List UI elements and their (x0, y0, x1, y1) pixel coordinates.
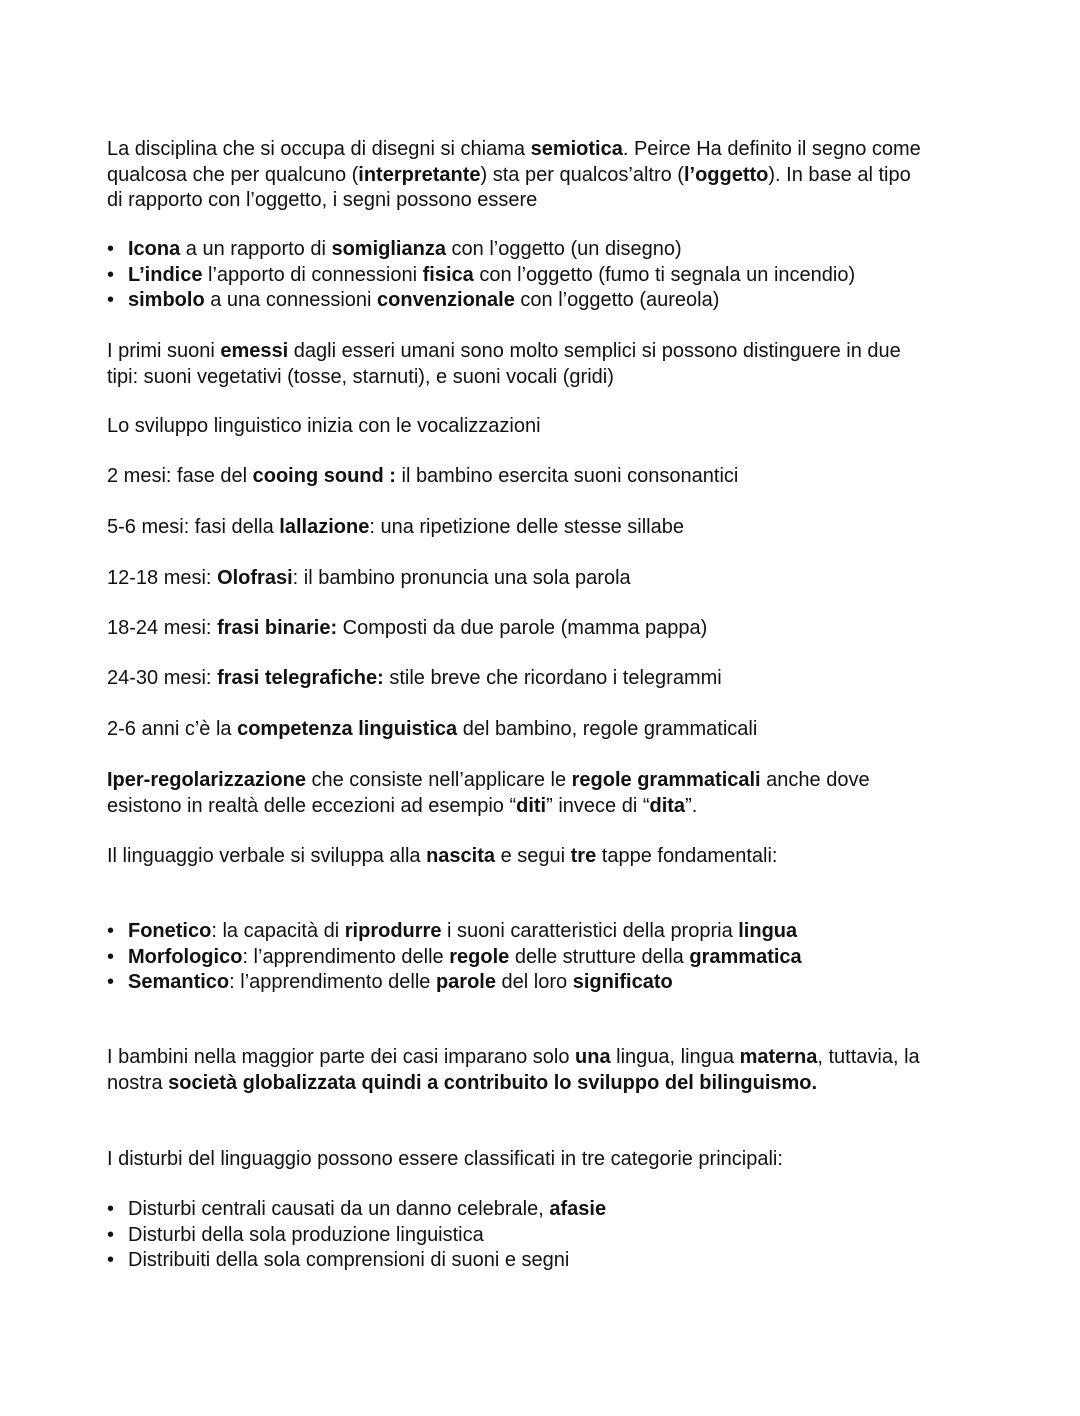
bold-text: convenzionale (377, 289, 515, 311)
text-run: I bambini nella maggior parte dei casi imparano solo (107, 1046, 576, 1068)
text-run: di rapporto con l’oggetto, i segni possono essere (107, 189, 538, 211)
text-run: La disciplina che si occupa di disegni si chiama (107, 138, 531, 160)
text-run: : l’apprendimento delle (229, 971, 436, 993)
text-run: , tuttavia, la (817, 1046, 920, 1068)
text-run: l’apporto di connessioni (202, 263, 423, 286)
text-line (107, 794, 987, 820)
bullet-icon: • (107, 238, 115, 260)
bold-text: emessi (220, 340, 289, 362)
text-line (107, 163, 987, 189)
text-run: 18-24 mesi: (107, 617, 218, 639)
first-sounds-paragraph (107, 339, 987, 390)
bold-text: lallazione (279, 516, 370, 538)
text-run: a una connessioni (204, 289, 378, 311)
bold-text: somiglianza (331, 238, 446, 260)
verbal-language-paragraph (107, 844, 987, 870)
bold-text: Iper-regolarizzazione (107, 769, 306, 791)
text-line (107, 768, 987, 794)
text-run: ”. (685, 794, 698, 817)
bold-text: frasi telegrafiche: (217, 667, 384, 689)
text-run: Il linguaggio verbale si sviluppa alla (107, 845, 427, 867)
text-run: anche dove (760, 769, 870, 791)
text-line (107, 464, 987, 490)
text-run: il bambino esercita suoni consonantici (395, 465, 739, 487)
bold-text: afasie (549, 1198, 607, 1220)
bold-text: interpretante (358, 163, 481, 186)
bold-text: significato (572, 971, 673, 993)
text-run: ) sta per qualcos’altro ( (480, 163, 684, 186)
disorders-intro-paragraph (107, 1147, 987, 1173)
text-run: che consiste nell’applicare le (305, 769, 572, 791)
bold-text: fisica (422, 263, 474, 286)
text-run: 24-30 mesi: (107, 667, 218, 689)
text-run: e segui (495, 845, 571, 867)
text-run: I disturbi del linguaggio possono essere classificati in tre categorie principali: (107, 1148, 783, 1170)
bullet-icon: • (107, 920, 115, 942)
bold-text: regole (449, 945, 510, 968)
bullet-icon: • (107, 945, 115, 968)
text-run: con l’oggetto (aureola) (514, 289, 720, 311)
sign-type-item (107, 288, 987, 314)
language-stage-item (107, 945, 987, 971)
bullet-icon: • (107, 289, 115, 311)
disorders-list (107, 1197, 987, 1274)
text-run: a un rapporto di (180, 238, 332, 260)
text-run: : una ripetizione delle stesse sillabe (369, 516, 684, 538)
sign-type-item (107, 237, 987, 263)
bold-text: Morfologico (128, 945, 243, 968)
text-line (107, 188, 987, 214)
bold-text: nascita (426, 845, 496, 867)
bold-text: una (575, 1046, 611, 1068)
text-run: stile breve che ricordano i telegrammi (383, 667, 722, 689)
bold-text: L’indice (128, 263, 203, 286)
stage-18-24-months (107, 616, 987, 642)
bold-text: competenza linguistica (237, 718, 458, 740)
disorder-item (107, 1223, 987, 1249)
text-run: Distribuiti della sola comprensioni di suoni e segni (128, 1249, 570, 1271)
bilingualism-paragraph (107, 1045, 987, 1096)
stage-24-30-months (107, 666, 987, 692)
language-stages-list (107, 919, 987, 996)
text-run: ). In base al tipo (768, 163, 911, 186)
text-run: Disturbi della sola produzione linguistica (128, 1223, 484, 1246)
sign-type-item (107, 263, 987, 289)
bold-text: materna (739, 1046, 818, 1068)
disorder-item (107, 1248, 987, 1274)
text-run: I primi suoni (107, 340, 221, 362)
text-run: 5-6 mesi: fasi della (107, 516, 280, 538)
text-line (107, 365, 987, 391)
text-run: ” invece di “ (546, 794, 650, 817)
text-line (107, 1045, 987, 1071)
bold-text: simbolo (128, 289, 205, 311)
stage-12-18-months (107, 566, 987, 592)
bullet-icon: • (107, 1223, 115, 1246)
text-run: delle strutture della (509, 945, 690, 968)
text-run: dagli esseri umani sono molto semplici si possono distinguere in due (288, 340, 901, 362)
bold-text: frasi binarie: (217, 617, 338, 639)
bold-text: riprodurre (344, 920, 442, 942)
text-run: 2 mesi: fase del (107, 465, 253, 487)
text-line (107, 566, 987, 592)
bold-text: tre (570, 845, 597, 867)
text-line (107, 414, 987, 440)
text-run: qualcosa che per qualcuno ( (107, 163, 359, 186)
text-line (107, 515, 987, 541)
text-run: 12-18 mesi: (107, 567, 218, 589)
text-run: Composti da due parole (mamma pappa) (337, 617, 708, 639)
text-run: nostra (107, 1071, 169, 1094)
text-run: : l’apprendimento delle (242, 945, 450, 968)
text-run: lingua, lingua (610, 1046, 740, 1068)
text-run: : la capacità di (211, 920, 345, 942)
text-line (107, 844, 987, 870)
stage-2-months (107, 464, 987, 490)
bold-text: Semantico (128, 971, 230, 993)
disorder-item (107, 1197, 987, 1223)
language-stage-item (107, 970, 987, 996)
bold-text: Olofrasi (217, 567, 293, 589)
bullet-icon: • (107, 1198, 115, 1220)
text-run: tappe fondamentali: (596, 845, 778, 867)
text-line (107, 1071, 987, 1097)
intro-paragraph (107, 137, 987, 214)
text-line (107, 339, 987, 365)
bold-text: grammatica (689, 945, 802, 968)
bold-text: regole grammaticali (571, 769, 761, 791)
text-line (107, 137, 987, 163)
text-line (107, 616, 987, 642)
text-run: con l’oggetto (fumo ti segnala un incendio) (473, 263, 856, 286)
development-paragraph (107, 414, 987, 440)
bold-text: dita (649, 794, 686, 817)
bold-text: Icona (128, 238, 181, 260)
text-run: del loro (495, 971, 573, 993)
text-run: del bambino, regole grammaticali (457, 718, 758, 740)
bold-text: l’oggetto (683, 163, 769, 186)
bold-text: semiotica (530, 138, 623, 160)
bullet-icon: • (107, 971, 115, 993)
text-run: . Peirce Ha definito il segno come (622, 138, 921, 160)
text-line (107, 666, 987, 692)
bold-text: Fonetico (128, 920, 212, 942)
text-run: 2-6 anni c’è la (107, 718, 238, 740)
bold-text: lingua (738, 920, 798, 942)
text-run: tipi: suoni vegetativi (tosse, starnuti), e suoni vocali (gridi) (107, 365, 614, 388)
bullet-icon: • (107, 263, 115, 286)
text-line (107, 717, 987, 743)
text-run: con l’oggetto (un disegno) (445, 238, 682, 260)
text-line (107, 1147, 987, 1173)
text-run: Lo sviluppo linguistico inizia con le vocalizzazioni (107, 415, 541, 437)
sign-types-list (107, 237, 987, 314)
text-run: i suoni caratteristici della propria (441, 920, 739, 942)
language-stage-item (107, 919, 987, 945)
text-run: : il bambino pronuncia una sola parola (292, 567, 631, 589)
text-run: Disturbi centrali causati da un danno celebrale, (128, 1198, 550, 1220)
bold-text: società globalizzata quindi a contribuito lo sviluppo del bilinguismo. (168, 1071, 818, 1094)
stage-2-6-years (107, 717, 987, 743)
stage-5-6-months (107, 515, 987, 541)
iper-regolarizzazione-paragraph (107, 768, 987, 819)
bold-text: diti (516, 794, 547, 817)
bold-text: cooing sound : (252, 465, 396, 487)
bullet-icon: • (107, 1249, 115, 1271)
bold-text: parole (435, 971, 496, 993)
text-run: esistono in realtà delle eccezioni ad esempio “ (107, 794, 517, 817)
